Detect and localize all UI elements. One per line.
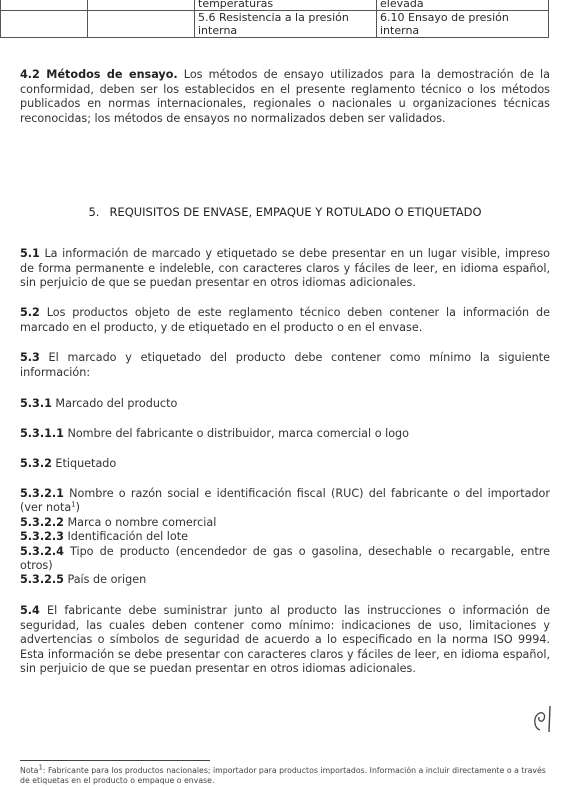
table-cell-empty bbox=[1, 0, 88, 11]
paragraph-text: El fabricante debe suministrar junto al producto las instrucciones o información de seguridad, las cuales deben contener como mínimo: indicaciones de uso, limitaciones y advertencias o símbolos de seguridad de acuerdo a lo especificado en la norma ISO 9994. Esta información se debe presentar con caracteres claros y fáciles de leer, en idioma español, sin perjuicio de que se puedan presentar en otros idiomas adicionales. bbox=[20, 604, 550, 676]
paragraph-text: Nombre del fabricante o distribuidor, marca comercial o logo bbox=[63, 427, 409, 440]
paragraph-number: 4.2 Métodos de ensayo. bbox=[20, 68, 178, 81]
paragraph-text: País de origen bbox=[63, 573, 147, 587]
section-title: REQUISITOS DE ENVASE, EMPAQUE Y ROTULADO O ETIQUETADO bbox=[109, 205, 482, 219]
paragraph-5-3 bbox=[20, 351, 550, 380]
paragraph-text: Los productos objeto de este reglamento técnico deben contener la información de marcado en el producto, y de etiquetado en el producto o en el envase. bbox=[20, 306, 550, 334]
footnote-separator bbox=[20, 760, 210, 761]
table-row bbox=[1, 11, 549, 38]
footnote-ref: 1 bbox=[71, 500, 76, 509]
paragraph-number: 5.3.1.1 bbox=[20, 427, 64, 440]
list-item-5-3-2-4 bbox=[20, 545, 550, 574]
table-cell-requirement: temperaturas bbox=[195, 0, 377, 11]
paragraph-text-tail: ) bbox=[75, 501, 81, 515]
footnote-number: 1 bbox=[38, 763, 43, 772]
footnote-label: Nota bbox=[20, 766, 39, 775]
paragraph-number: 5.3.2.5 bbox=[20, 573, 64, 587]
paragraph-text: Tipo de producto (encendedor de gas o gasolina, desechable o recargable, entre otros) bbox=[20, 544, 550, 573]
section-number: 5. bbox=[88, 205, 100, 219]
table-cell-empty bbox=[88, 11, 195, 38]
paragraph-text: Nombre o razón social e identificación fiscal (RUC) del fabricante o del importador (ver nota bbox=[20, 487, 550, 515]
table-cell-test-method: 6.10 Ensayo de presión interna bbox=[377, 11, 549, 38]
footnote bbox=[20, 763, 555, 786]
table-cell-requirement: 5.6 Resistencia a la presión interna bbox=[195, 11, 377, 38]
table-cell-empty bbox=[1, 11, 88, 38]
paragraph-text: Etiquetado bbox=[51, 457, 117, 470]
paragraph-number: 5.3.2.1 bbox=[20, 487, 64, 500]
list-item-5-3-2-2 bbox=[20, 516, 550, 530]
paragraph-number: 5.4 bbox=[20, 604, 40, 617]
paragraph-text: Marcado del producto bbox=[51, 397, 178, 410]
paragraph-number: 5.3.2.2 bbox=[20, 515, 64, 529]
list-item-5-3-2-3 bbox=[20, 530, 550, 544]
list-item-5-3-2-5 bbox=[20, 573, 550, 587]
paragraph-number: 5.3 bbox=[20, 351, 40, 364]
paragraph-text: Los métodos de ensayo utilizados para la demostración de la conformidad, deben ser los establecidos en el presente reglamento técnico o los métodos publicados en normas internacionales, regionales o nacionales u organizaciones técnicas reconocidas; los métodos de ensayos no normalizados deben ser validados. bbox=[20, 68, 550, 125]
table-cell-test-method: elevada bbox=[377, 0, 549, 11]
paragraph-number: 5.2 bbox=[20, 306, 40, 319]
etiquetado-list bbox=[20, 487, 550, 588]
paragraph-5-3-2 bbox=[20, 457, 550, 472]
handwritten-initials-signature bbox=[530, 702, 560, 734]
footnote-text: : Fabricante para los productos nacionales; importador para productos importados. Información a incluir directamente o a través de etiquetas en el producto o empaque o envase. bbox=[20, 766, 546, 785]
paragraph-5-4 bbox=[20, 604, 550, 677]
paragraph-5-1 bbox=[20, 247, 550, 291]
paragraph-text: Identificación del lote bbox=[63, 530, 188, 544]
paragraph-number: 5.3.2 bbox=[20, 457, 52, 470]
paragraph-4-2 bbox=[20, 68, 550, 126]
section-heading-5 bbox=[20, 205, 550, 219]
requirements-table-fragment bbox=[0, 0, 549, 38]
paragraph-number: 5.3.2.3 bbox=[20, 530, 64, 544]
table-cell-empty bbox=[88, 0, 195, 11]
paragraph-text: Marca o nombre comercial bbox=[63, 515, 217, 529]
paragraph-5-3-1 bbox=[20, 397, 550, 412]
paragraph-text: La información de marcado y etiquetado se debe presentar en un lugar visible, impreso de forma permanente e indeleble, con caracteres claros y fáciles de leer, en idioma español, sin perjuicio de que se puedan presentar en otros idiomas adicionales. bbox=[20, 247, 550, 290]
paragraph-5-3-1-1 bbox=[20, 427, 550, 442]
table-row bbox=[1, 0, 549, 11]
paragraph-number: 5.3.1 bbox=[20, 397, 52, 410]
paragraph-number: 5.1 bbox=[20, 247, 40, 260]
list-item-5-3-2-1 bbox=[20, 487, 550, 516]
paragraph-5-2 bbox=[20, 306, 550, 335]
paragraph-number: 5.3.2.4 bbox=[20, 544, 64, 558]
paragraph-text: El marcado y etiquetado del producto debe contener como mínimo la siguiente información: bbox=[20, 351, 550, 379]
